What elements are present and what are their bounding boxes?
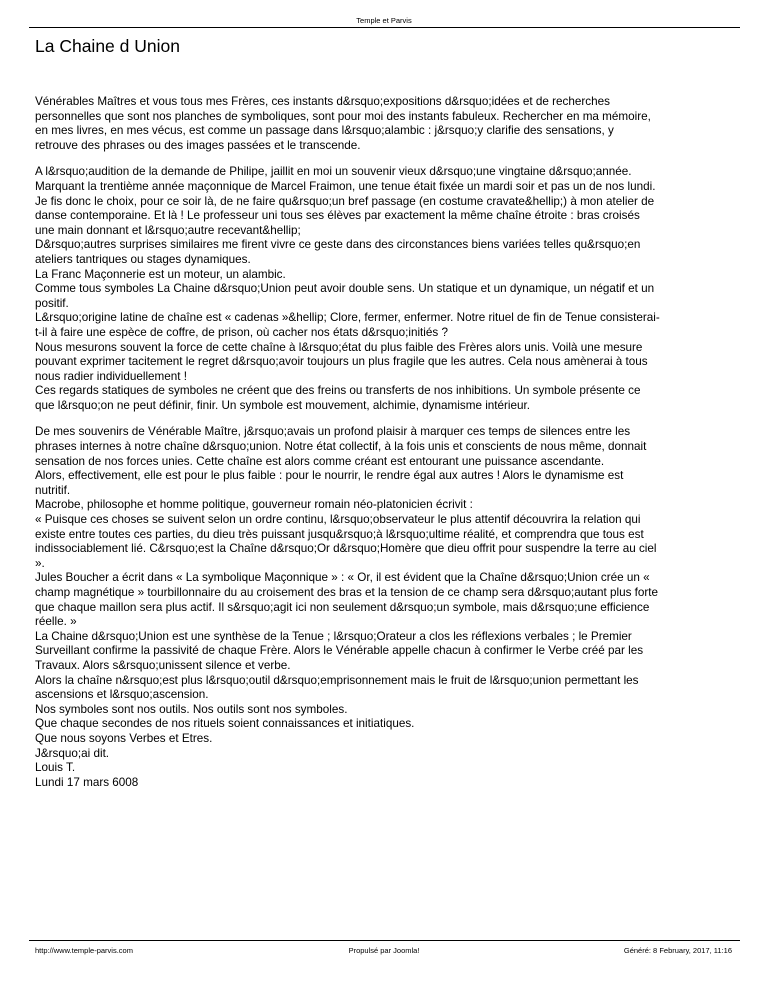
text-line: t-il à faire une espèce de coffre, de prison, où cacher nos états d&rsquo;initiés ? — [35, 325, 448, 339]
text-line: Surveillant confirme la passivité de chaque Frère. Alors le Vénérable appelle chacun à confirmer le Verbe créé par les — [35, 644, 644, 658]
text-line: pouvant exprimer tacitement le regret d&rsquo;avoir toujours un plus fragile que les autres. Cela nous amènerai à tous — [35, 355, 648, 369]
article-paragraph — [35, 425, 735, 790]
text-line: positif. — [35, 296, 69, 310]
text-line: champ magnétique » tourbillonnaire du au croisement des bras et la tension de ce champ sera d&rsquo;autant plus forte — [35, 586, 659, 599]
text-line: personnelles que sont nos planches de symboliques, sont pour moi des instants fabuleux. Rechercher en ma mémoire, — [35, 109, 651, 123]
text-line: sensation de nos forces unies. Cette chaîne est alors comme créant est entourant une puissance ascendante. — [35, 454, 605, 468]
article-body — [35, 95, 735, 802]
site-header-label: Temple et Parvis — [356, 16, 412, 25]
text-line: phrases internes à notre chaîne d&rsquo;union. Notre état collectif, à la fois unis et conscients de nous même, donnait — [35, 440, 647, 454]
footer-generated-date: Généré: 8 February, 2017, 11:16 — [623, 946, 732, 955]
text-line: retrouve des phrases ou des images passées et le transcende. — [35, 138, 361, 152]
text-line: Louis T. — [35, 761, 76, 775]
text-line: existe entre toutes ces parties, du dieu très puissant jusqu&rsquo;à l&rsquo;ultime réalité, et comprendra que tous est — [35, 527, 644, 541]
text-line: Marquant la trentième année maçonnique de Marcel Fraimon, une tenue était fixée un mardi soir et pas un de nos lundi. — [35, 179, 656, 193]
header-divider — [29, 27, 740, 28]
article-paragraph — [35, 95, 735, 153]
text-line: nous radier individuellement ! — [35, 369, 188, 383]
text-line: Que nous soyons Verbes et Etres. — [35, 731, 213, 745]
text-line: Je fis donc le choix, pour ce soir là, de ne faire qu&rsquo;un bref passage (en costume cravate&hellip;) à mon atelier de — [35, 194, 655, 208]
text-line: J&rsquo;ai dit. — [35, 746, 110, 760]
text-line: Ces regards statiques de symboles ne créent que des freins ou transferts de nos inhibitions. Un symbole présente ce — [35, 384, 641, 398]
text-line: « Puisque ces choses se suivent selon un ordre continu, l&rsquo;observateur le plus attentif découvrira la relation qui — [35, 513, 641, 527]
page-title: La Chaine d Union — [35, 36, 180, 56]
text-line: Comme tous symboles La Chaine d&rsquo;Union peut avoir double sens. Un statique et un dynamique, un négatif et un — [35, 282, 655, 296]
text-line: ascensions et l&rsquo;ascension. — [35, 688, 209, 702]
text-line: que chaque maillon sera plus actif. Il s&rsquo;agit ici non seulement d&rsquo;un symbole, mais d&rsquo;une efficience — [35, 600, 650, 614]
text-line: réelle. » — [35, 615, 77, 629]
text-line: De mes souvenirs de Vénérable Maître, j&rsquo;avais un profond plaisir à marquer ces temps de silences entre les — [35, 425, 631, 439]
text-line: ». — [35, 556, 45, 570]
text-line: L&rsquo;origine latine de chaîne est « cadenas »&hellip; Clore, fermer, enfermer. Notre rituel de fin de Tenue consisterai- — [35, 311, 660, 325]
text-line: danse contemporaine. Et là ! Le professeur uni tous ses élèves par exactement la même chaîne étroite : bras croisés — [35, 209, 640, 223]
text-line: Jules Boucher a écrit dans « La symbolique Maçonnique » : « Or, il est évident que la Chaîne d&rsquo;Union crée un « — [35, 571, 650, 585]
text-line: que l&rsquo;on ne peut définir, finir. Un symbole est mouvement, alchimie, dynamisme intérieur. — [35, 398, 531, 412]
text-line: Alors la chaîne n&rsquo;est plus l&rsquo;outil d&rsquo;emprisonnement mais le fruit de l&rsquo;union permettant les — [35, 673, 639, 687]
text-line: indissociablement lié. C&rsquo;est la Chaîne d&rsquo;Or d&rsquo;Homère que dieu offrit pour suspendre la terre au ciel — [35, 542, 657, 556]
text-line: A l&rsquo;audition de la demande de Philipe, jaillit en moi un souvenir vieux d&rsquo;une vingtaine d&rsquo;année. — [35, 165, 632, 179]
text-line: Vénérables Maîtres et vous tous mes Frères, ces instants d&rsquo;expositions d&rsquo;idées et de recherches — [35, 95, 610, 108]
text-line: une main donnant et l&rsquo;autre recevant&hellip; — [35, 223, 301, 237]
text-line: La Chaine d&rsquo;Union est une synthèse de la Tenue ; l&rsquo;Orateur a clos les réflexions verbales ; le Premier — [35, 629, 632, 643]
article-paragraph — [35, 165, 735, 413]
text-line: Alors, effectivement, elle est pour le plus faible : pour le nourrir, le rendre égal aux autres ! Alors le dynamisme est — [35, 469, 624, 483]
text-line: La Franc Maçonnerie est un moteur, un alambic. — [35, 267, 286, 281]
text-line: en mes livres, en mes vécus, est comme un passage dans l&rsquo;alambic : j&rsquo;y clarifie des sensations, y — [35, 124, 614, 138]
footer-url-link[interactable]: http://www.temple-parvis.com — [35, 946, 133, 955]
text-line: Que chaque secondes de nos rituels soient connaissances et initiatiques. — [35, 717, 415, 731]
text-line: Nous mesurons souvent la force de cette chaîne à l&rsquo;état du plus faible des Frères alors unis. Voilà une mesure — [35, 340, 643, 354]
text-line: Nos symboles sont nos outils. Nos outils sont nos symboles. — [35, 702, 348, 716]
text-line: Travaux. Alors s&rsquo;unissent silence et verbe. — [35, 658, 291, 672]
footer-divider — [29, 940, 740, 941]
text-line: D&rsquo;autres surprises similaires me firent vivre ce geste dans des circonstances biens variées telles qu&rsquo;en — [35, 238, 641, 252]
text-line: Macrobe, philosophe et homme politique, gouverneur romain néo-platonicien écrivit : — [35, 498, 473, 512]
text-line: ateliers tantriques ou stages dynamiques. — [35, 252, 251, 266]
text-line: Lundi 17 mars 6008 — [35, 775, 139, 789]
footer-powered-by: Propulsé par Joomla! — [348, 946, 420, 955]
text-line: nutritif. — [35, 483, 71, 497]
